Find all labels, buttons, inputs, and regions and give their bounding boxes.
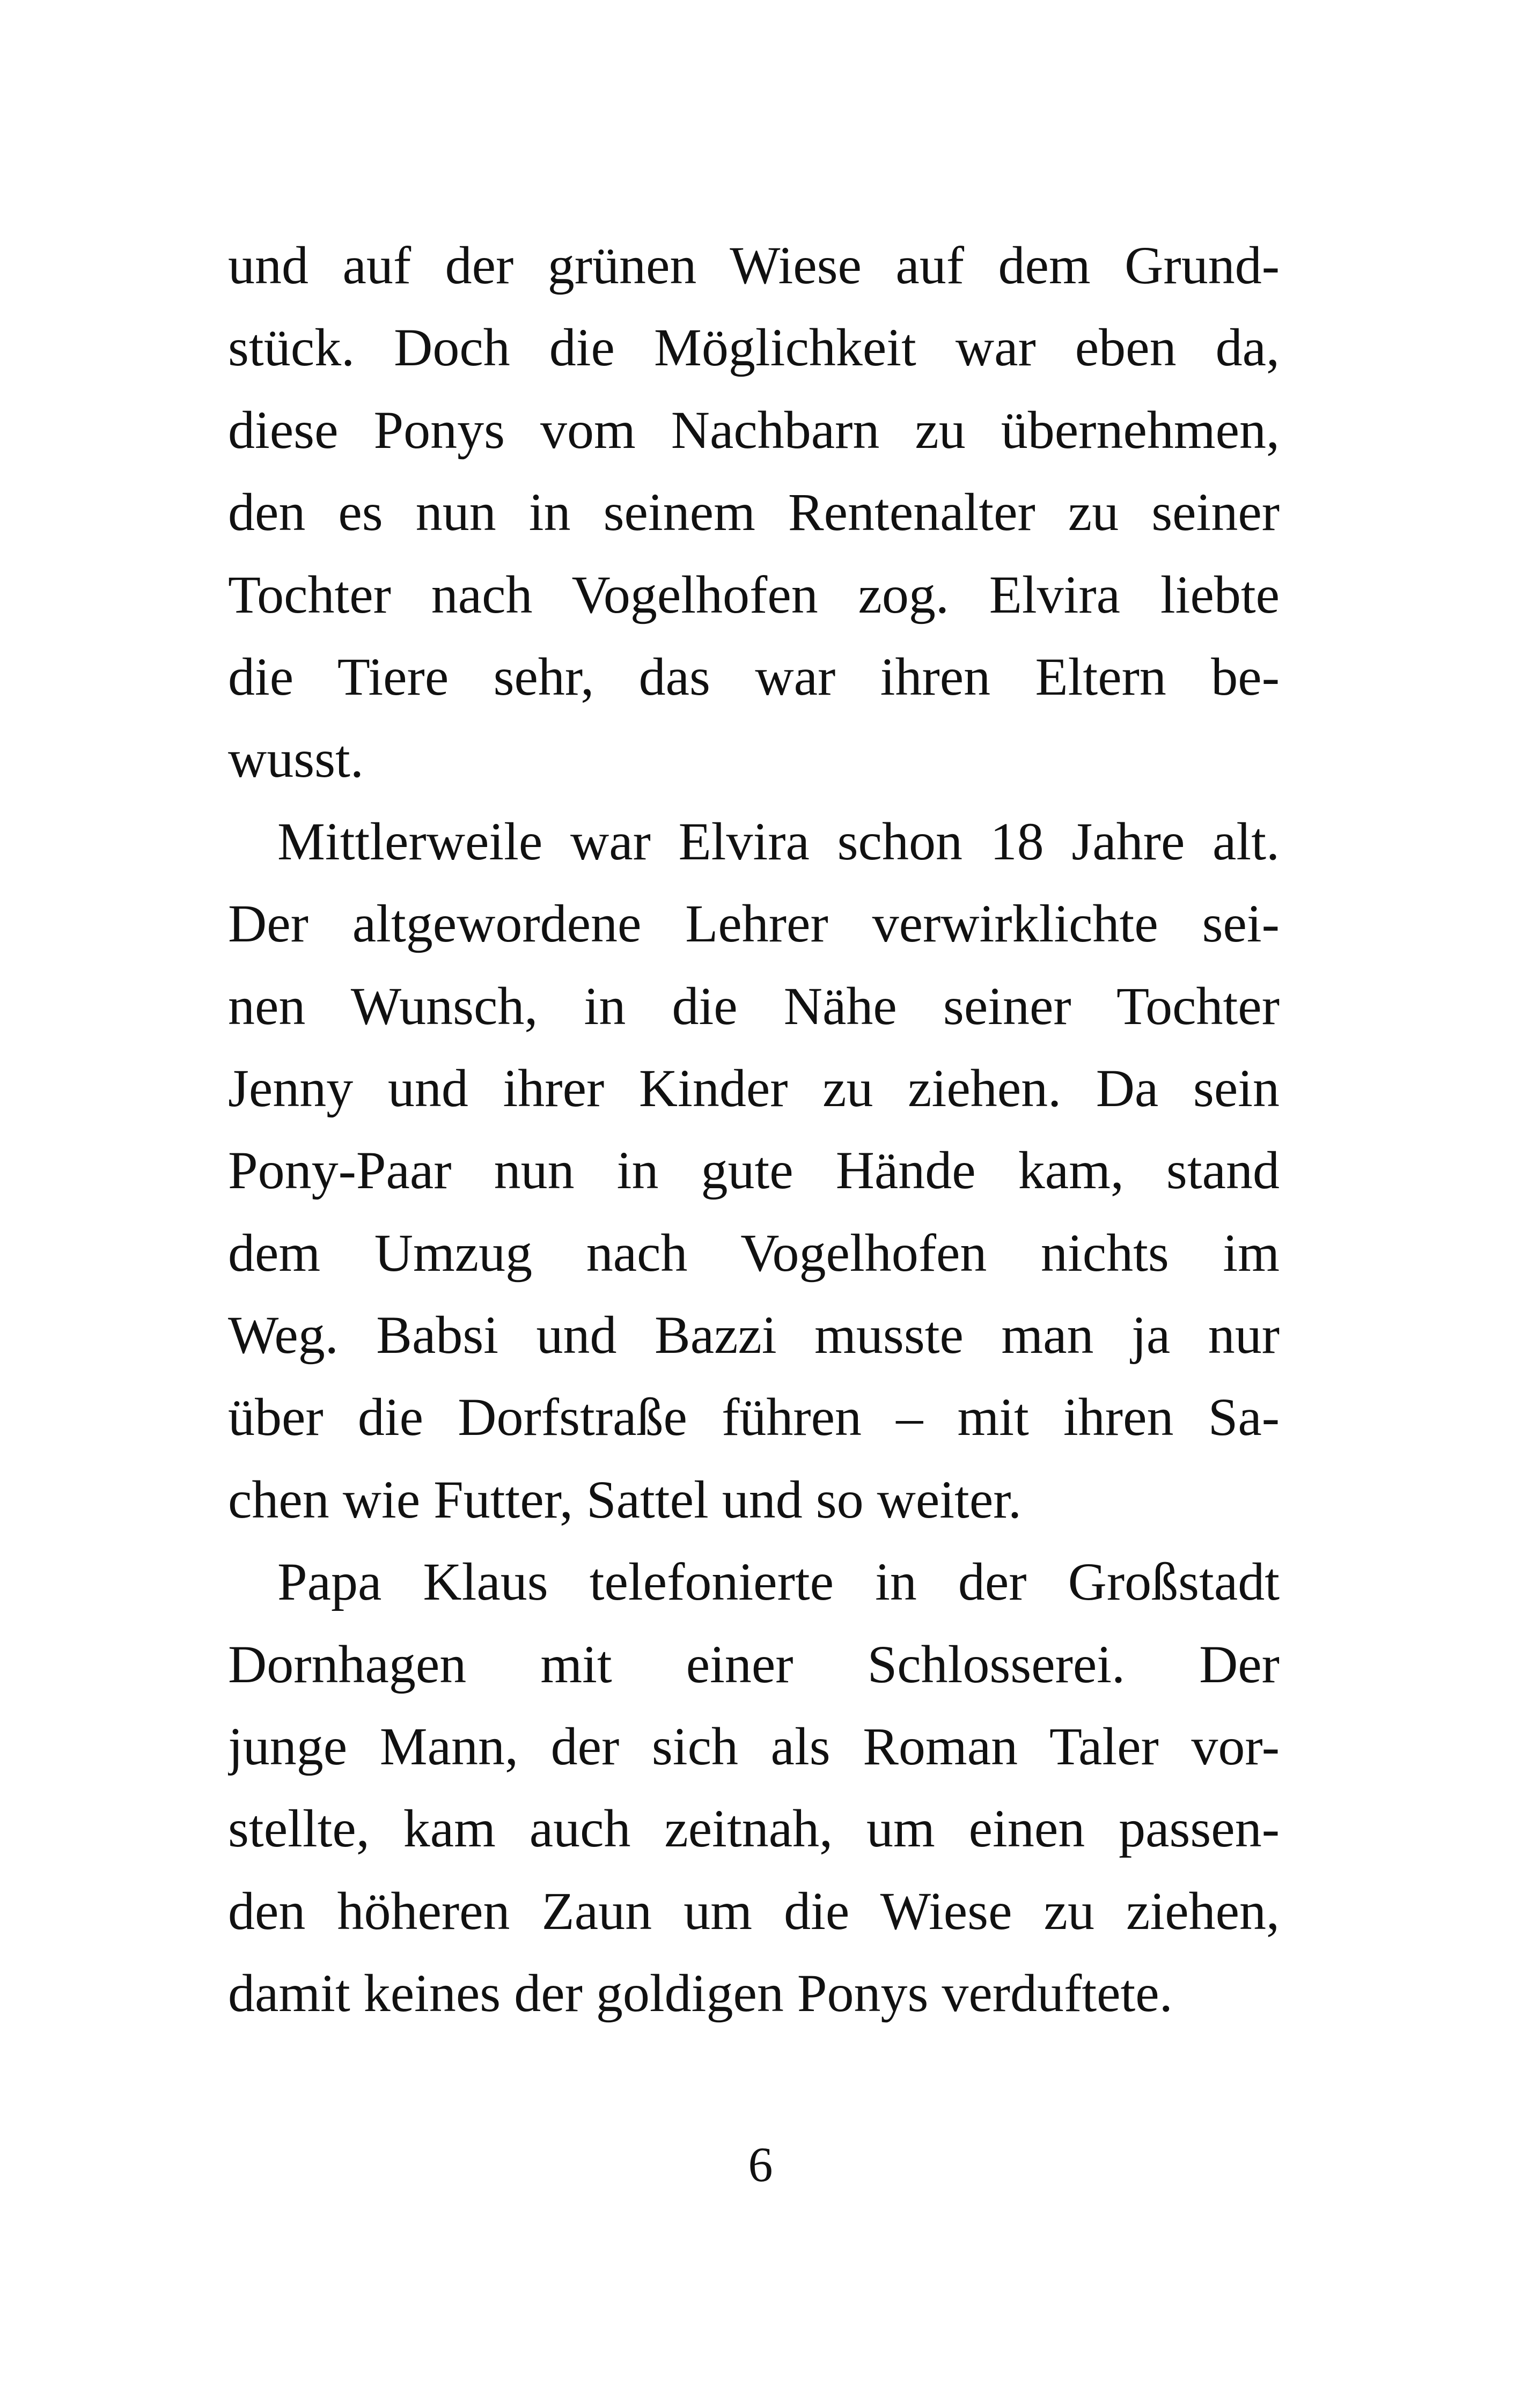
text-line: Jenny und ihrer Kinder zu ziehen. Da sein — [228, 1058, 1280, 1118]
text-line: Papa Klaus telefonierte in der Großstadt — [277, 1552, 1280, 1612]
text-line: Pony-Paar nun in gute Hände kam, stand — [228, 1140, 1280, 1201]
text-line: den es nun in seinem Rentenalter zu seiner — [228, 482, 1280, 542]
text-line: chen wie Futter, Sattel und so weiter. — [228, 1469, 1022, 1529]
text-line: stück. Doch die Möglichkeit war eben da, — [228, 318, 1280, 378]
text-line: dem Umzug nach Vogelhofen nichts im — [228, 1223, 1280, 1283]
text-line: Mittlerweile war Elvira schon 18 Jahre alt. — [277, 811, 1280, 871]
text-line: Weg. Babsi und Bazzi musste man ja nur — [228, 1305, 1280, 1365]
text-line: die Tiere sehr, das war ihren Eltern be- — [228, 646, 1280, 706]
body-text — [228, 224, 1280, 2035]
text-line: Dornhagen mit einer Schlosserei. Der — [228, 1634, 1280, 1694]
text-line: Der altgewordene Lehrer verwirklichte sei- — [228, 894, 1280, 954]
page-number: 6 — [748, 2137, 773, 2192]
text-line: stellte, kam auch zeitnah, um einen passen- — [228, 1799, 1280, 1859]
text-line: damit keines der goldigen Ponys verduftete. — [228, 1963, 1173, 2023]
text-line: über die Dorfstraße führen – mit ihren Sa- — [228, 1387, 1280, 1447]
text-line: und auf der grünen Wiese auf dem Grund- — [228, 235, 1280, 295]
text-line: nen Wunsch, in die Nähe seiner Tochter — [228, 976, 1280, 1036]
text-line: Tochter nach Vogelhofen zog. Elvira liebte — [228, 564, 1280, 624]
text-line: den höheren Zaun um die Wiese zu ziehen, — [228, 1881, 1280, 1941]
text-line: diese Ponys vom Nachbarn zu übernehmen, — [228, 400, 1280, 460]
text-line: wusst. — [228, 729, 364, 789]
text-line: junge Mann, der sich als Roman Taler vor- — [228, 1717, 1280, 1777]
